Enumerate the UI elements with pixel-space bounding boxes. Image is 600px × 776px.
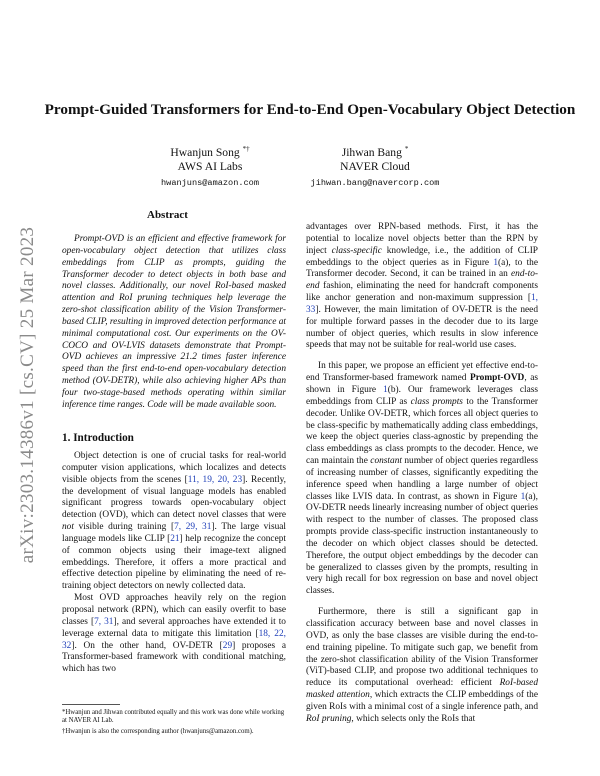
figure-link[interactable]: 1 (383, 384, 388, 395)
author-email: jihwan.bang@navercorp.com (310, 177, 440, 188)
citation-link[interactable]: 21 (170, 533, 180, 544)
footnote-2: †Hwanjun is also the corresponding author (hwanjuns@amazon.com). (62, 728, 254, 735)
abstract-heading: Abstract (147, 209, 188, 221)
introduction-right-column (306, 222, 538, 726)
figure-link[interactable]: 1 (493, 257, 499, 268)
citation-link[interactable]: 18, 22, 32 (62, 628, 286, 651)
citation-link[interactable]: 29 (222, 640, 233, 651)
footnote-divider (62, 704, 120, 705)
paragraph: Most OVD approaches heavily rely on the region proposal network (RPN), which can easily overfit to base classes [7, 31], and several approaches have extended it to leverage external data to mitigate this limitation [18, 22, 32]. On the other hand, OV-DETR [29] proposes a Transformer-based framework with conditional matching, which has two (62, 593, 286, 675)
abstract-text: Prompt-OVD is an efficient and effective framework for open-vocabulary object detection that utilizes class embeddings from CLIP as prompts, guiding the Transformer decoder to detect objects in both base and novel classes. Additionally, our novel RoI-based masked attention and RoI pruning techniques help leverage the zero-shot classification ability of the Vision Transformer-based CLIP, resulting in improved detection performance at minimal computational cost. Our experiments on the OV-COCO and OV-LVIS datasets demonstrate that Prompt-OVD achieves an impressive 21.2 times faster inference speed than the first end-to-end open-vocabulary detection method (OV-DETR), while also achieving higher APs than four two-stage-based methods operating within similar inference time ranges. Code will be made available soon. (62, 234, 286, 410)
citation-link[interactable]: 7, 31 (94, 616, 114, 627)
footnote-1: *Hwanjun and Jihwan contributed equally and this work was done while working at NAVER AI Lab. (62, 709, 285, 725)
author-affiliation: NAVER Cloud (340, 159, 410, 173)
arxiv-identifier: arXiv:2303.14386v1 [cs.CV] 25 Mar 2023 (17, 226, 38, 564)
author-affiliation: AWS AI Labs (177, 159, 243, 173)
paragraph: Furthermore, there is still a significant gap in classification accuracy between base and novel classes in OVD, as only the base classes are visible during the end-to-end training pipeline. To mitigate such gap, we benefit from the zero-shot classification ability of the Vision Transformer (ViT)-based CLIP, and propose two additional techniques to reduce its computational overhead: efficient RoI-based masked attention, which extracts the CLIP embeddings of the given RoIs with a minimal cost of a single inference path, and RoI pruning, which selects only the RoIs that (306, 607, 539, 724)
section-heading-introduction: 1. Introduction (62, 432, 134, 444)
author-name: Hwanjun Song *† (170, 145, 250, 159)
citation-link[interactable]: 7, 29, 31 (174, 522, 212, 533)
paragraph: In this paper, we propose an efficient yet effective end-to-end Transformer-based framework named Prompt-OVD, as shown in Figure 1(b). Our framework leverages class embeddings from CLIP as class prompts to the Transformer decoder. Unlike OV-DETR, which forces all object queries to be class-specific by mathematically adding class embeddings, we keep the object queries class-agnostic by prepending the class embeddings as class prompts to the decoder. Hence, we can maintain the constant number of object queries regardless of increasing number of classes, significantly expediting the inference speed when handling a large number of object classes like LVIS data. In contrast, as shown in Figure 1(a), OV-DETR needs linearly increasing number of object queries with respect to the number of classes. The proposed class prompts provide class-specific instruction instantaneously to the decoder on which object classes should be detected. Therefore, the output object embeddings by the decoder can be generalized to classes given by the prompts, resulting in very high recall for box regression on base and novel object classes. (306, 361, 539, 597)
author-block-1 (150, 142, 270, 190)
author-block-2 (300, 142, 450, 190)
introduction-left-column (62, 451, 286, 676)
figure-link[interactable]: 1 (520, 491, 526, 502)
paragraph: Object detection is one of crucial tasks for real-world computer vision applications, which localizes and detects visible objects from the scenes [11, 19, 20, 23]. Recently, the development of visual language models has enabled significant progress towards open-vocabulary object detection (OVD), which can detect novel classes that were not visible during training [7, 29, 31]. The large visual language models like CLIP [21] help recognize the concept of common objects using their image-text aligned embeddings. Therefore, it offers a more practical and effective detection pipeline by eliminating the need of re-training object detectors on newly collected data. (62, 451, 287, 592)
citation-link[interactable]: 1, 33 (306, 293, 538, 315)
author-email: hwanjuns@amazon.com (161, 177, 259, 188)
citation-link[interactable]: 11, 19, 20, 23 (187, 474, 243, 485)
paper-title: Prompt-Guided Transformers for End-to-End Open-Vocabulary Object Detection (44, 101, 576, 118)
author-name: Jihwan Bang * (341, 145, 409, 159)
paragraph: advantages over RPN-based methods. First, it has the potential to localize novel objects better than the RPN by inject class-specific knowledge, i.e., the addition of CLIP embeddings to the object queries as in Figure 1(a), to the Transformer decoder. Second, it can be trained in an end-to-end fashion, eliminating the need for handcraft components like anchor generation and non-maximum suppression [1, 33]. However, the main limitation of OV-DETR is the need for multiple forward passes in the decoder due to its large number of object queries, which results in slow inference speeds that may not be suitable for real-world use cases. (306, 222, 538, 351)
